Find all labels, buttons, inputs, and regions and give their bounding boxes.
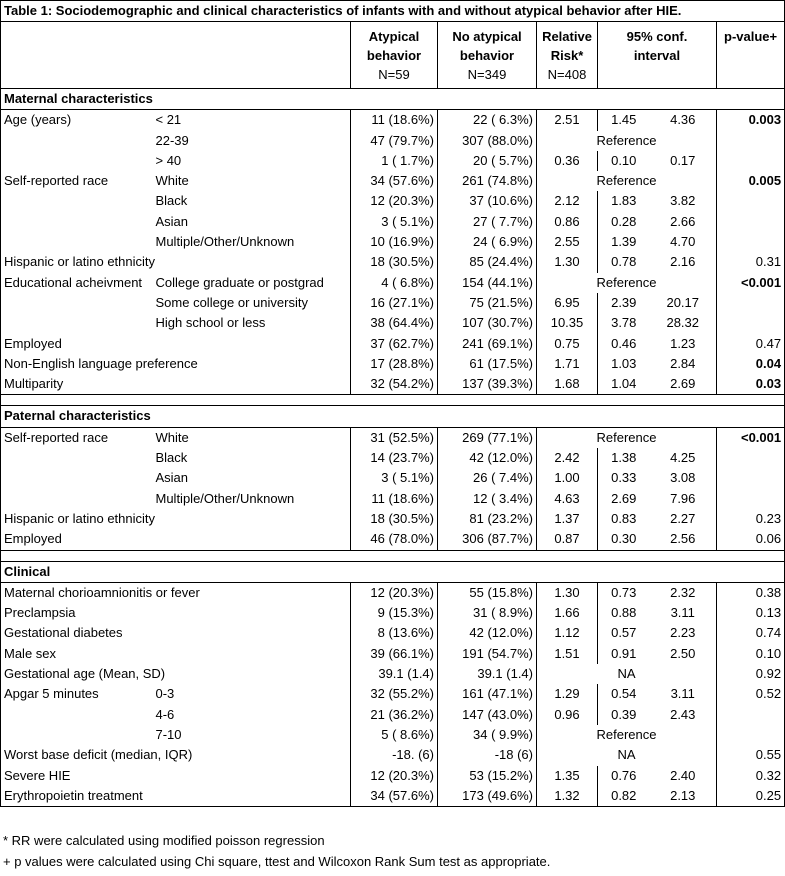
ci-upper-value: 4.36 [650, 110, 717, 131]
p-value: 0.003 [717, 110, 785, 131]
atypical-value: 39 (66.1%) [351, 644, 438, 664]
table-row [1, 354, 785, 374]
table-row [1, 110, 785, 131]
no-atypical-value: 161 (47.1%) [438, 684, 537, 704]
spacer-cell [351, 550, 438, 561]
table-row [1, 374, 785, 395]
ci-lower-value: 0.78 [611, 254, 637, 270]
atypical-value: 12 (20.3%) [351, 191, 438, 211]
p-value [717, 468, 785, 488]
row-sublabel: Asian [153, 468, 351, 488]
row-label: Employed [1, 334, 153, 354]
ci-lower-value: 0.57 [611, 625, 637, 641]
section-title: Maternal characteristics [1, 89, 785, 110]
atypical-value: 39.1 (1.4) [351, 664, 438, 684]
header-blank [1, 22, 351, 89]
atypical-value: 34 (57.6%) [351, 786, 438, 807]
no-atypical-value: 307 (88.0%) [438, 131, 537, 151]
spacer-cell [351, 395, 438, 406]
header-p-value: p-value+ [717, 22, 785, 89]
table-row [1, 252, 785, 272]
ci-upper-value: 7.96 [650, 489, 717, 509]
ci-lower-value: 1.04 [598, 374, 650, 395]
atypical-value: 16 (27.1%) [351, 293, 438, 313]
atypical-value: 14 (23.7%) [351, 448, 438, 468]
spacer-cell [1, 550, 153, 561]
row-label [1, 131, 153, 151]
no-atypical-value: 34 ( 9.9%) [438, 725, 537, 745]
p-value [717, 313, 785, 333]
row-sublabel: < 21 [153, 110, 351, 131]
atypical-value: 21 (36.2%) [351, 705, 438, 725]
row-label [1, 191, 153, 211]
ci-lower-value: 0.76 [611, 767, 637, 783]
section-header [1, 89, 785, 110]
p-value: <0.001 [717, 427, 785, 448]
ci-upper-value: 2.66 [650, 212, 717, 232]
atypical-value: 10 (16.9%) [351, 232, 438, 252]
ci-upper-value: 3.11 [650, 603, 717, 623]
row-sublabel [153, 623, 351, 643]
atypical-value: -18. (6) [351, 745, 438, 765]
row-label [1, 448, 153, 468]
atypical-value: 8 (13.6%) [351, 623, 438, 643]
p-value [717, 725, 785, 745]
table-caption: Table 1: Sociodemographic and clinical characteristics of infants with and without atypical behavior after HIE. [1, 1, 785, 22]
row-sublabel: 4-6 [153, 705, 351, 725]
header-atypical: Atypical behavior N=59 [351, 22, 438, 89]
row-label: Hispanic or latino ethnicity [1, 509, 153, 529]
row-sublabel [153, 252, 351, 272]
p-value: 0.03 [717, 374, 785, 395]
ci-upper-value: 3.11 [650, 684, 717, 704]
ci-upper-value: 4.25 [650, 448, 717, 468]
row-sublabel [153, 786, 351, 807]
no-atypical-value: 24 ( 6.9%) [438, 232, 537, 252]
p-value: 0.06 [717, 529, 785, 550]
p-value [717, 293, 785, 313]
no-atypical-value: 261 (74.8%) [438, 171, 537, 191]
atypical-value: 4 ( 6.8%) [351, 273, 438, 293]
ci-upper-value: 2.43 [650, 705, 717, 725]
ci-upper-value: 20.17 [650, 293, 717, 313]
relative-risk-value: 0.86 [537, 212, 598, 232]
p-value: 0.31 [717, 252, 785, 272]
atypical-value: 1 ( 1.7%) [351, 151, 438, 171]
atypical-value: 11 (18.6%) [351, 110, 438, 131]
table-row [1, 786, 785, 807]
ci-lower-value: 1.39 [611, 234, 637, 250]
atypical-value: 37 (62.7%) [351, 334, 438, 354]
ci-lower-value: 0.30 [598, 529, 650, 550]
p-value: <0.001 [717, 273, 785, 293]
spacer-cell [153, 550, 351, 561]
relative-risk-value: 2.42 [537, 448, 598, 468]
row-sublabel: White [153, 427, 351, 448]
atypical-value: 3 ( 5.1%) [351, 212, 438, 232]
ci-lower-value: 0.33 [611, 470, 637, 486]
no-atypical-value: 22 ( 6.3%) [438, 110, 537, 131]
no-atypical-value: 55 (15.8%) [438, 582, 537, 603]
section-title: Clinical [1, 561, 785, 582]
header-relative-risk: Relative Risk* N=408 [537, 22, 598, 89]
relative-risk-value: 0.75 [537, 334, 598, 354]
p-value [717, 705, 785, 725]
row-sublabel [153, 509, 351, 529]
p-value: 0.25 [717, 786, 785, 807]
reference-label: Reference [537, 427, 717, 448]
row-sublabel: Black [153, 191, 351, 211]
ci-lower-value: 0.54 [611, 686, 637, 702]
p-value [717, 212, 785, 232]
spacer-cell [598, 550, 650, 561]
ci-upper-value: 2.13 [650, 786, 717, 807]
relative-risk-value: 2.12 [537, 191, 598, 211]
table-row [1, 684, 785, 704]
table-row [1, 644, 785, 664]
table-row [1, 705, 785, 725]
header-no-atypical: No atypical behavior N=349 [438, 22, 537, 89]
row-sublabel: > 40 [153, 151, 351, 171]
ci-upper-value: 3.08 [650, 468, 717, 488]
spacer-cell [438, 550, 537, 561]
no-atypical-value: 27 ( 7.7%) [438, 212, 537, 232]
table-row [1, 151, 785, 171]
table-row [1, 489, 785, 509]
ci-lower-value: 2.69 [611, 490, 637, 506]
row-label [1, 232, 153, 252]
relative-risk-value: 1.00 [537, 468, 598, 488]
no-atypical-value: 53 (15.2%) [438, 766, 537, 786]
no-atypical-value: 42 (12.0%) [438, 623, 537, 643]
row-label [1, 313, 153, 333]
ci-lower-value: 0.39 [611, 706, 637, 722]
no-atypical-value: 75 (21.5%) [438, 293, 537, 313]
ci-lower-value: 0.83 [611, 510, 637, 526]
row-label [1, 212, 153, 232]
no-atypical-value: 12 ( 3.4%) [438, 489, 537, 509]
relative-risk-value: 1.32 [537, 786, 598, 807]
section-header [1, 561, 785, 582]
spacer-cell [438, 395, 537, 406]
relative-risk-value: 2.55 [537, 232, 598, 252]
row-sublabel: College graduate or postgrad [153, 273, 351, 293]
relative-risk-value: 1.30 [537, 582, 598, 603]
atypical-value: 34 (57.6%) [351, 171, 438, 191]
relative-risk-value: 2.51 [537, 110, 598, 131]
p-value: 0.32 [717, 766, 785, 786]
no-atypical-value: 31 ( 8.9%) [438, 603, 537, 623]
ci-upper-value: 2.23 [650, 623, 717, 643]
ci-lower-value: 0.82 [598, 786, 650, 807]
ci-upper-value: 2.50 [650, 644, 717, 664]
row-label [1, 489, 153, 509]
no-atypical-value: 39.1 (1.4) [438, 664, 537, 684]
p-value [717, 232, 785, 252]
ci-lower-value: 0.28 [611, 213, 637, 229]
p-value [717, 131, 785, 151]
ci-lower-value: 1.45 [598, 110, 650, 131]
row-sublabel: High school or less [153, 313, 351, 333]
relative-risk-value: 1.12 [537, 623, 598, 643]
no-atypical-value: 20 ( 5.7%) [438, 151, 537, 171]
no-atypical-value: 154 (44.1%) [438, 273, 537, 293]
table-row [1, 232, 785, 252]
no-atypical-value: 42 (12.0%) [438, 448, 537, 468]
table-row [1, 468, 785, 488]
relative-risk-value: 1.51 [537, 644, 598, 664]
no-atypical-value: 107 (30.7%) [438, 313, 537, 333]
row-label: Erythropoietin treatment [1, 786, 153, 807]
row-label [1, 151, 153, 171]
no-atypical-value: 173 (49.6%) [438, 786, 537, 807]
table-row [1, 171, 785, 191]
p-value: 0.74 [717, 623, 785, 643]
row-label: Worst base deficit (median, IQR) [1, 745, 153, 765]
relative-risk-value: 10.35 [537, 313, 598, 333]
table-row [1, 448, 785, 468]
table-row [1, 664, 785, 684]
row-label [1, 705, 153, 725]
p-value: 0.38 [717, 582, 785, 603]
row-label: Gestational diabetes [1, 623, 153, 643]
row-sublabel: Multiple/Other/Unknown [153, 232, 351, 252]
relative-risk-value: 0.36 [537, 151, 598, 171]
spacer-cell [1, 395, 153, 406]
section-header [1, 406, 785, 427]
table-row [1, 313, 785, 333]
table-row [1, 766, 785, 786]
p-value [717, 151, 785, 171]
no-atypical-value: 191 (54.7%) [438, 644, 537, 664]
relative-risk-value: 1.68 [537, 374, 598, 395]
atypical-value: 18 (30.5%) [351, 509, 438, 529]
row-label [1, 725, 153, 745]
row-sublabel [153, 664, 351, 684]
row-sublabel [153, 603, 351, 623]
atypical-value: 18 (30.5%) [351, 252, 438, 272]
ci-upper-value: 2.16 [650, 252, 717, 272]
p-value [717, 489, 785, 509]
spacer-cell [537, 550, 598, 561]
row-label: Educational acheivment [1, 273, 153, 293]
row-label [1, 293, 153, 313]
table-row [1, 212, 785, 232]
row-sublabel: 7-10 [153, 725, 351, 745]
row-sublabel: 22-39 [153, 131, 351, 151]
no-atypical-value: 241 (69.1%) [438, 334, 537, 354]
table-row [1, 334, 785, 354]
row-label: Preclampsia [1, 603, 153, 623]
row-sublabel: White [153, 171, 351, 191]
p-value [717, 191, 785, 211]
relative-risk-value: 1.35 [537, 766, 598, 786]
ci-lower-value: 0.73 [598, 582, 650, 603]
atypical-value: 11 (18.6%) [351, 489, 438, 509]
relative-risk-value: 0.96 [537, 705, 598, 725]
row-sublabel: Asian [153, 212, 351, 232]
atypical-value: 12 (20.3%) [351, 582, 438, 603]
p-value: 0.23 [717, 509, 785, 529]
row-label: Hispanic or latino ethnicity [1, 252, 153, 272]
p-value: 0.92 [717, 664, 785, 684]
relative-risk-value: 0.87 [537, 529, 598, 550]
row-label: Apgar 5 minutes [1, 684, 153, 704]
spacer-cell [537, 395, 598, 406]
ci-upper-value: 2.27 [650, 509, 717, 529]
relative-risk-value: 6.95 [537, 293, 598, 313]
reference-label: Reference [537, 171, 717, 191]
row-label: Multiparity [1, 374, 153, 395]
ci-upper-value: 4.70 [650, 232, 717, 252]
table-row [1, 745, 785, 765]
row-label: Male sex [1, 644, 153, 664]
row-sublabel: Some college or university [153, 293, 351, 313]
reference-label: Reference [537, 273, 717, 293]
relative-risk-value: 1.30 [537, 252, 598, 272]
section-title: Paternal characteristics [1, 406, 785, 427]
p-value [717, 448, 785, 468]
no-atypical-value: 61 (17.5%) [438, 354, 537, 374]
table-row [1, 582, 785, 603]
p-value: 0.005 [717, 171, 785, 191]
p-value: 0.04 [717, 354, 785, 374]
ci-lower-value: 3.78 [611, 315, 637, 331]
reference-label: NA [537, 664, 717, 684]
atypical-value: 9 (15.3%) [351, 603, 438, 623]
ci-upper-value: 0.17 [650, 151, 717, 171]
ci-upper-value: 2.69 [650, 374, 717, 395]
ci-lower-value: 0.46 [611, 335, 637, 351]
atypical-value: 5 ( 8.6%) [351, 725, 438, 745]
no-atypical-value: 37 (10.6%) [438, 191, 537, 211]
atypical-value: 3 ( 5.1%) [351, 468, 438, 488]
spacer-cell [153, 395, 351, 406]
row-label: Age (years) [1, 110, 153, 131]
atypical-value: 38 (64.4%) [351, 313, 438, 333]
ci-upper-value: 3.82 [650, 191, 717, 211]
ci-upper-value: 28.32 [650, 313, 717, 333]
row-sublabel: Black [153, 448, 351, 468]
section-spacer [1, 550, 785, 561]
ci-upper-value: 2.56 [650, 529, 717, 550]
p-value: 0.10 [717, 644, 785, 664]
table-row [1, 603, 785, 623]
row-sublabel [153, 529, 351, 550]
ci-upper-value: 1.23 [650, 334, 717, 354]
table-row [1, 509, 785, 529]
reference-label: Reference [537, 131, 717, 151]
spacer-cell [717, 395, 785, 406]
atypical-value: 32 (54.2%) [351, 374, 438, 395]
ci-lower-value: 2.39 [611, 294, 637, 310]
table-row [1, 131, 785, 151]
ci-lower-value: 1.03 [611, 355, 637, 371]
p-value: 0.55 [717, 745, 785, 765]
relative-risk-value: 1.37 [537, 509, 598, 529]
ci-upper-value: 2.32 [650, 582, 717, 603]
no-atypical-value: 137 (39.3%) [438, 374, 537, 395]
reference-label: NA [537, 745, 717, 765]
row-sublabel [153, 766, 351, 786]
table-row [1, 529, 785, 550]
table-row [1, 427, 785, 448]
no-atypical-value: 81 (23.2%) [438, 509, 537, 529]
header-confidence-interval: 95% conf. interval [598, 22, 717, 89]
section-spacer [1, 395, 785, 406]
row-sublabel [153, 334, 351, 354]
reference-label: Reference [537, 725, 717, 745]
atypical-value: 46 (78.0%) [351, 529, 438, 550]
spacer-cell [717, 550, 785, 561]
p-value: 0.47 [717, 334, 785, 354]
row-label [1, 468, 153, 488]
ci-lower-value: 0.10 [611, 152, 637, 168]
table-row [1, 725, 785, 745]
table-row [1, 293, 785, 313]
p-value: 0.52 [717, 684, 785, 704]
row-label: Employed [1, 529, 153, 550]
ci-upper-value: 2.84 [650, 354, 717, 374]
footnote-pvalue: + p values were calculated using Chi square, ttest and Wilcoxon Rank Sum test as appropriate. [3, 854, 551, 869]
table-row [1, 273, 785, 293]
spacer-cell [598, 395, 650, 406]
atypical-value: 17 (28.8%) [351, 354, 438, 374]
atypical-value: 47 (79.7%) [351, 131, 438, 151]
ci-lower-value: 1.83 [611, 193, 637, 209]
footnote-rr: * RR were calculated using modified poisson regression [3, 833, 325, 848]
atypical-value: 32 (55.2%) [351, 684, 438, 704]
ci-lower-value: 0.91 [611, 645, 637, 661]
no-atypical-value: 147 (43.0%) [438, 705, 537, 725]
row-label: Gestational age (Mean, SD) [1, 664, 153, 684]
ci-lower-value: 1.38 [611, 450, 637, 466]
table-row [1, 623, 785, 643]
no-atypical-value: 306 (87.7%) [438, 529, 537, 550]
table-row [1, 191, 785, 211]
row-sublabel: 0-3 [153, 684, 351, 704]
row-label: Maternal chorioamnionitis or fever [1, 582, 153, 603]
p-value: 0.13 [717, 603, 785, 623]
atypical-value: 31 (52.5%) [351, 427, 438, 448]
row-label: Self-reported race [1, 171, 153, 191]
row-sublabel [153, 644, 351, 664]
relative-risk-value: 1.29 [537, 684, 598, 704]
relative-risk-value: 4.63 [537, 489, 598, 509]
relative-risk-value: 1.66 [537, 603, 598, 623]
spacer-cell [650, 550, 717, 561]
ci-lower-value: 0.88 [611, 605, 637, 621]
row-label: Non-English language preference [1, 354, 153, 374]
no-atypical-value: 269 (77.1%) [438, 427, 537, 448]
no-atypical-value: 85 (24.4%) [438, 252, 537, 272]
ci-upper-value: 2.40 [650, 766, 717, 786]
relative-risk-value: 1.71 [537, 354, 598, 374]
atypical-value: 12 (20.3%) [351, 766, 438, 786]
row-label: Self-reported race [1, 427, 153, 448]
row-label: Severe HIE [1, 766, 153, 786]
no-atypical-value: 26 ( 7.4%) [438, 468, 537, 488]
no-atypical-value: -18 (6) [438, 745, 537, 765]
spacer-cell [650, 395, 717, 406]
row-sublabel: Multiple/Other/Unknown [153, 489, 351, 509]
row-sublabel [153, 374, 351, 395]
